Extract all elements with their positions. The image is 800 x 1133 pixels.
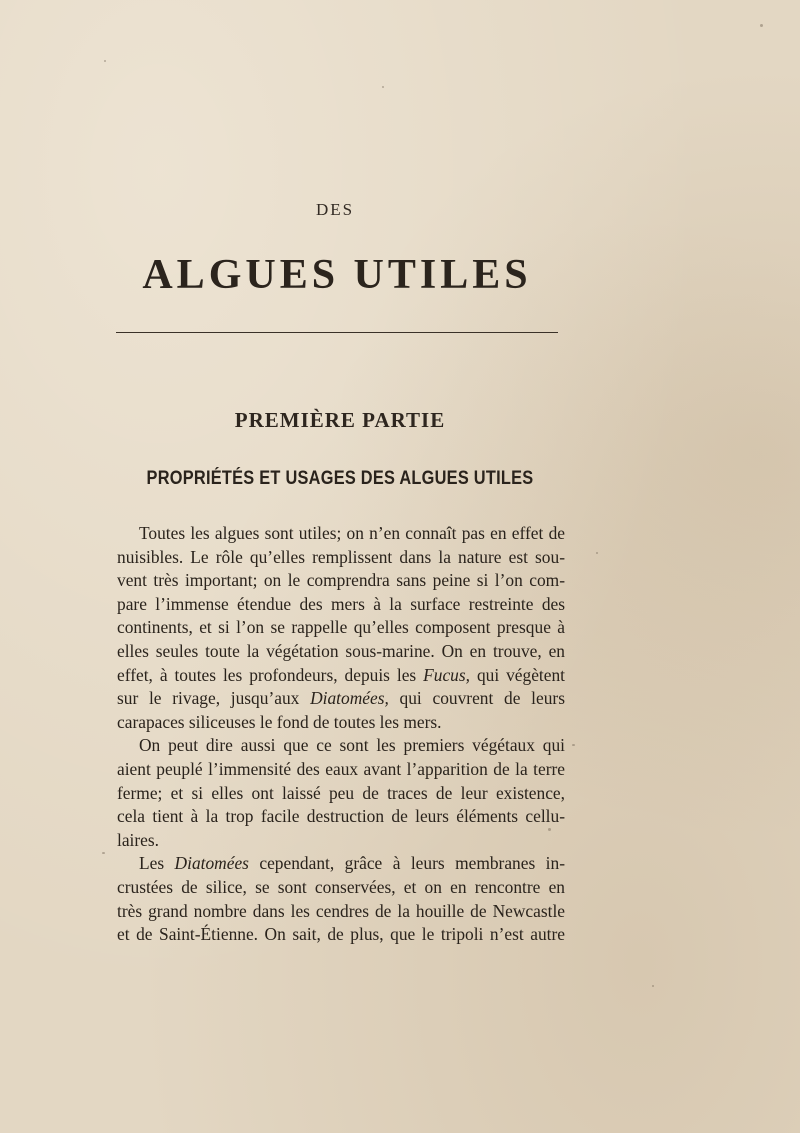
text-line: On peut dire aussi que ce sont les premiers végétaux qui — [139, 735, 565, 756]
text-line: vent très important; on le comprendra sans peine si l’on com- — [117, 570, 565, 591]
paper-speck — [652, 985, 654, 987]
paper-speck — [382, 86, 384, 88]
text-line: effet, à toutes les profondeurs, depuis les Fucus, qui végètent — [117, 664, 566, 685]
text-line: Les Diatomées cependant, grâce à leurs membranes in- — [139, 853, 565, 874]
text-line: elles seules toute la végétation sous-marine. On en trouve, en — [117, 640, 565, 661]
text-line: et de Saint-Étienne. On sait, de plus, que le tripoli n’est autre — [117, 924, 565, 945]
page-title: ALGUES UTILES — [142, 252, 532, 298]
text-line: pare l’immense étendue des mers à la surface restreinte des — [117, 593, 565, 614]
italic-term: Diatomées, — [310, 688, 389, 709]
section-title: PROPRIÉTÉS ET USAGES DES ALGUES UTILES — [146, 468, 534, 489]
paper-speck — [104, 60, 106, 62]
text-line: Toutes les algues sont utiles; on n’en connaît pas en effet de — [139, 523, 565, 543]
text-line: nuisibles. Le rôle qu’elles remplissent dans la nature est sou- — [117, 546, 565, 567]
paper-speck — [760, 24, 763, 27]
text-line: carapaces siliceuses le fond de toutes les mers. — [117, 711, 442, 732]
text-line: laires. — [117, 829, 160, 850]
text-line: continents, et si l’on se rappelle qu’elles composent presque à — [117, 617, 565, 638]
italic-term: Fucus, — [423, 664, 470, 685]
paper-speck — [102, 852, 105, 854]
part-title: PREMIÈRE PARTIE — [234, 408, 446, 432]
text-line: cela tient à la trop facile destruction de leurs éléments cellu- — [117, 806, 565, 827]
body-text — [117, 522, 565, 947]
paper-speck — [572, 744, 575, 746]
text-line: sur le rivage, jusqu’aux Diatomées, qui couvrent de leurs — [117, 688, 565, 709]
paper-speck — [548, 828, 551, 831]
text-line: ferme; et si elles ont laissé peu de traces de leur existence, — [117, 782, 565, 803]
pre-title: DES — [315, 200, 355, 219]
italic-term: Diatomées — [174, 853, 249, 874]
paper-speck — [596, 552, 598, 554]
text-line: aient peuplé l’immensité des eaux avant l’apparition de la terre — [117, 758, 565, 779]
title-rule — [116, 332, 558, 333]
text-line: crustées de silice, se sont conservées, et on en rencontre en — [117, 876, 565, 897]
text-line: très grand nombre dans les cendres de la houille de Newcastle — [117, 900, 565, 921]
